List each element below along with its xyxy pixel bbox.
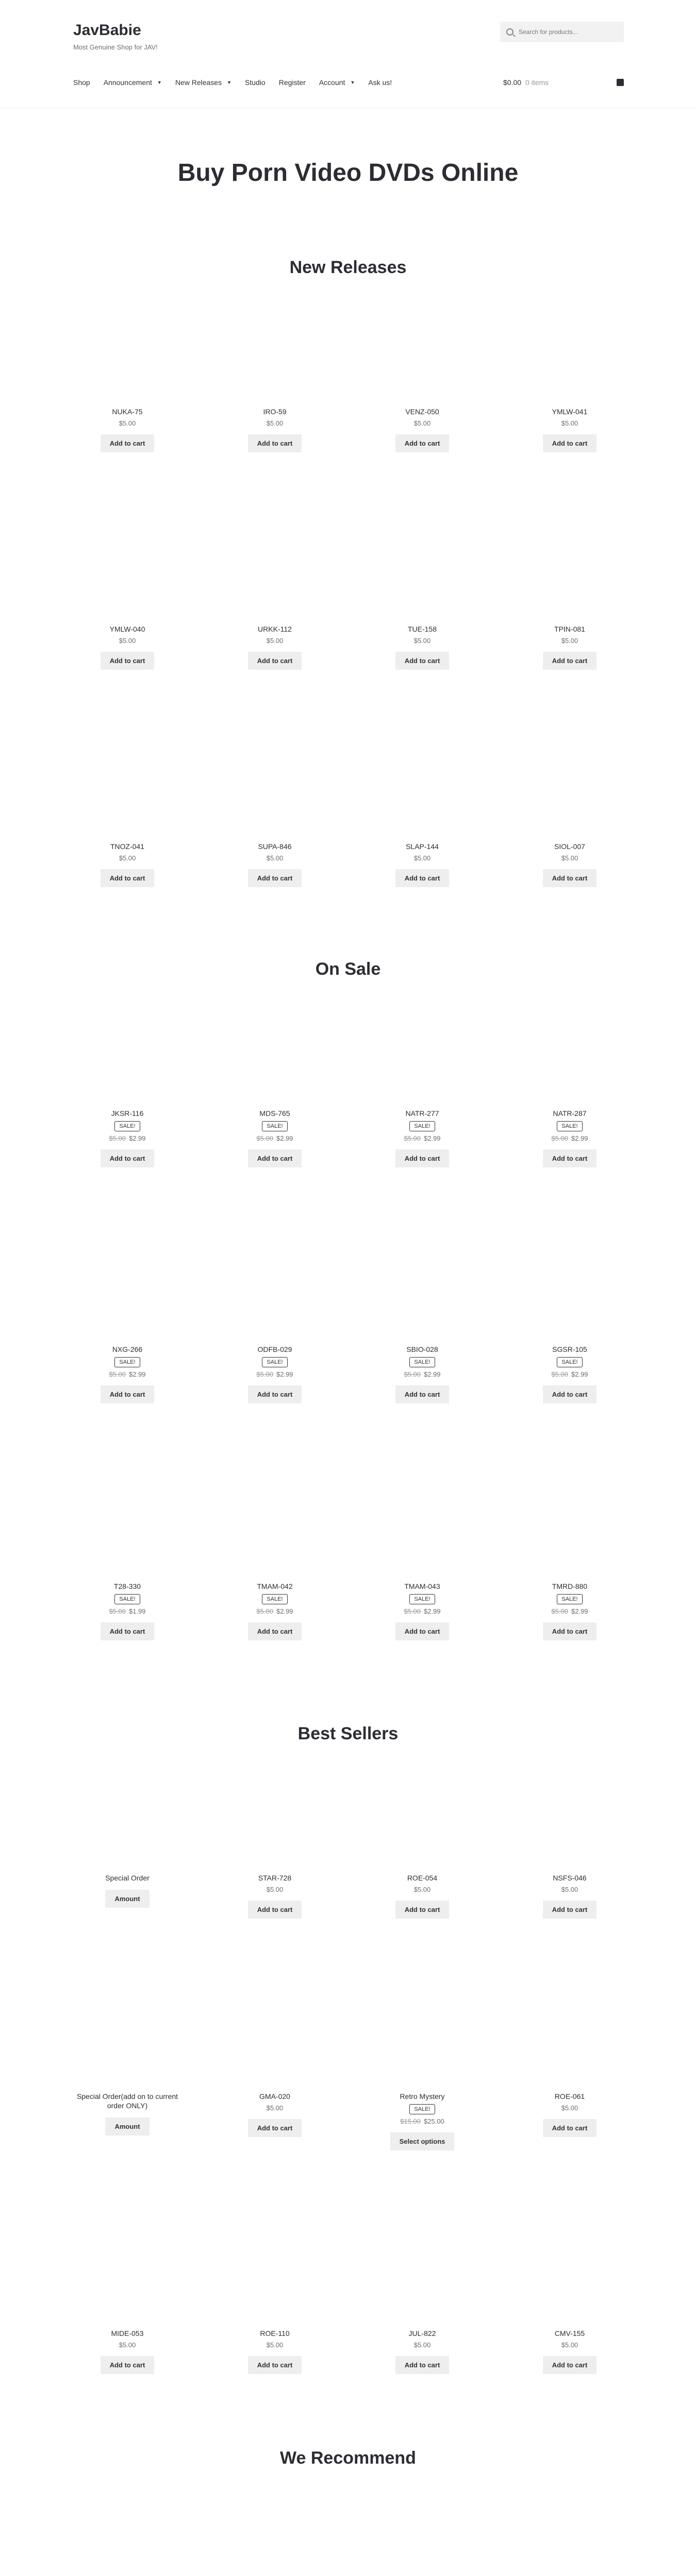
- price-current: $5.00: [413, 1886, 431, 1893]
- sale-badge: SALE!: [557, 1121, 582, 1131]
- add-to-cart-button[interactable]: Add to cart: [248, 1901, 302, 1919]
- product-card[interactable]: [368, 1484, 476, 1640]
- add-to-cart-button[interactable]: Add to cart: [395, 869, 450, 887]
- product-image[interactable]: [221, 1775, 329, 1873]
- product-card[interactable]: [221, 1247, 329, 1403]
- product-price: [221, 2104, 329, 2112]
- product-price: [221, 1886, 329, 1893]
- product-name[interactable]: VENZ-050: [405, 408, 439, 416]
- price-original: $5.00: [109, 1370, 126, 1378]
- section-title-we-recommend: We Recommend: [280, 2448, 416, 2468]
- sale-badge: SALE!: [262, 1121, 287, 1131]
- add-to-cart-button[interactable]: Add to cart: [101, 652, 155, 670]
- product-card[interactable]: [73, 744, 181, 887]
- brand: [73, 22, 158, 51]
- product-price: [221, 419, 329, 427]
- product-card[interactable]: [221, 1011, 329, 1167]
- sale-badge: SALE!: [262, 1594, 287, 1604]
- product-price: [368, 637, 476, 645]
- price-current: $5.00: [266, 2104, 284, 2112]
- product-name[interactable]: JKSR-116: [111, 1109, 144, 1117]
- product-image[interactable]: [368, 2231, 476, 2329]
- site-tagline: Most Genuine Shop for JAV!: [73, 43, 158, 51]
- product-image[interactable]: [368, 527, 476, 624]
- price-current: $25.00: [424, 2117, 444, 2125]
- search-box: [500, 22, 624, 42]
- add-to-cart-button[interactable]: Add to cart: [543, 1149, 597, 1167]
- product-card[interactable]: [368, 2231, 476, 2374]
- product-card[interactable]: [516, 309, 624, 452]
- product-price: [368, 1370, 476, 1378]
- product-name[interactable]: GMA-020: [259, 2092, 290, 2100]
- product-name[interactable]: SIOL-007: [554, 842, 585, 851]
- add-to-cart-button[interactable]: Add to cart: [101, 869, 155, 887]
- nav-shop[interactable]: [73, 78, 90, 87]
- add-to-cart-button[interactable]: Add to cart: [543, 869, 597, 887]
- product-card[interactable]: [516, 1247, 624, 1403]
- nav-register[interactable]: [279, 78, 306, 87]
- nav-new-releases-label: New Releases: [175, 78, 222, 87]
- price-current: $1.99: [129, 1607, 146, 1615]
- sale-badge: SALE!: [557, 1357, 582, 1367]
- cart-amount: $0.00: [503, 78, 522, 87]
- product-card[interactable]: [73, 1484, 181, 1640]
- product-card[interactable]: [221, 2500, 329, 2576]
- price-original: $5.00: [109, 1134, 126, 1142]
- product-image[interactable]: [516, 1247, 624, 1345]
- product-name[interactable]: NSFS-046: [553, 1874, 587, 1882]
- product-image[interactable]: [73, 1011, 181, 1109]
- add-to-cart-button[interactable]: Add to cart: [101, 2356, 155, 2374]
- product-name[interactable]: Special Order: [105, 1874, 150, 1882]
- product-image[interactable]: [368, 309, 476, 407]
- nav-shop-label: Shop: [73, 78, 90, 87]
- sale-badge: SALE!: [409, 2104, 435, 2114]
- product-card[interactable]: [221, 527, 329, 670]
- product-image[interactable]: [73, 1247, 181, 1345]
- search-input[interactable]: [519, 28, 617, 36]
- product-card[interactable]: [368, 1994, 476, 2150]
- price-current: $5.00: [413, 637, 431, 645]
- product-price: [221, 2341, 329, 2349]
- product-image[interactable]: [73, 309, 181, 407]
- price-original: $5.00: [551, 1370, 568, 1378]
- section-title-on-sale: On Sale: [315, 959, 381, 979]
- add-to-cart-button[interactable]: Add to cart: [248, 869, 302, 887]
- product-name[interactable]: TMAM-042: [257, 1582, 293, 1590]
- product-name[interactable]: T28-330: [113, 1582, 141, 1590]
- product-image[interactable]: [73, 527, 181, 624]
- sale-badge: SALE!: [114, 1357, 140, 1367]
- nav-account[interactable]: [319, 78, 355, 87]
- product-card[interactable]: [221, 1484, 329, 1640]
- add-to-cart-button[interactable]: Add to cart: [395, 1149, 450, 1167]
- cart-count: 0 items: [525, 78, 549, 87]
- product-name[interactable]: TMRD-880: [552, 1582, 588, 1590]
- price-current: $5.00: [266, 637, 284, 645]
- price-current: $2.99: [276, 1607, 293, 1615]
- price-current: $5.00: [561, 637, 578, 645]
- price-current: $5.00: [119, 419, 136, 427]
- product-image[interactable]: [516, 2500, 624, 2576]
- add-to-cart-button[interactable]: Add to cart: [248, 652, 302, 670]
- section-title-best-sellers: Best Sellers: [297, 1724, 399, 1743]
- sale-badge: SALE!: [409, 1121, 435, 1131]
- product-price: [221, 637, 329, 645]
- product-price: [516, 1607, 624, 1615]
- product-card[interactable]: [73, 2231, 181, 2374]
- product-name[interactable]: ROE-110: [260, 2329, 290, 2337]
- add-to-cart-button[interactable]: Add to cart: [543, 434, 597, 452]
- sale-badge: SALE!: [409, 1357, 435, 1367]
- add-to-cart-button[interactable]: Add to cart: [248, 434, 302, 452]
- product-card[interactable]: [73, 1775, 181, 1908]
- price-current: $2.99: [571, 1134, 588, 1142]
- price-current: $2.99: [276, 1134, 293, 1142]
- product-image[interactable]: [73, 2231, 181, 2329]
- product-price: [73, 1370, 181, 1378]
- product-card[interactable]: [368, 1775, 476, 1919]
- product-name[interactable]: SUPA-846: [258, 842, 292, 851]
- product-image[interactable]: [221, 2500, 329, 2576]
- product-card[interactable]: [73, 1247, 181, 1403]
- product-image[interactable]: [221, 527, 329, 624]
- add-to-cart-button[interactable]: Add to cart: [543, 1622, 597, 1640]
- product-image[interactable]: [368, 1484, 476, 1582]
- product-card[interactable]: [221, 1775, 329, 1919]
- product-price: [516, 1370, 624, 1378]
- price-current: $5.00: [561, 2341, 578, 2349]
- nav-studio[interactable]: [245, 78, 266, 87]
- product-card[interactable]: [73, 1011, 181, 1167]
- product-name[interactable]: SLAP-144: [406, 842, 439, 851]
- price-original: $5.00: [109, 1607, 126, 1615]
- product-image[interactable]: [73, 1994, 181, 2092]
- add-to-cart-button[interactable]: Add to cart: [395, 434, 450, 452]
- price-current: $5.00: [561, 1886, 578, 1893]
- product-image[interactable]: [516, 1775, 624, 1873]
- product-image[interactable]: [516, 309, 624, 407]
- price-current: $2.99: [129, 1134, 146, 1142]
- product-card[interactable]: [516, 1775, 624, 1919]
- product-card[interactable]: [516, 2500, 624, 2576]
- nav-ask-us-label: Ask us!: [368, 78, 392, 87]
- chevron-down-icon: ▼: [157, 80, 162, 85]
- product-image[interactable]: [221, 1994, 329, 2092]
- product-image[interactable]: [73, 1775, 181, 1873]
- product-name[interactable]: NUKA-75: [112, 408, 143, 416]
- price-current: $5.00: [266, 2341, 284, 2349]
- add-to-cart-button[interactable]: Add to cart: [395, 1622, 450, 1640]
- price-current: $5.00: [561, 2104, 578, 2112]
- site-header: [0, 0, 696, 108]
- product-name[interactable]: MIDE-053: [111, 2329, 144, 2337]
- product-price: [221, 854, 329, 862]
- product-name[interactable]: TUE-158: [407, 625, 437, 633]
- product-name[interactable]: NATR-287: [553, 1109, 587, 1117]
- product-image[interactable]: [516, 1994, 624, 2092]
- product-card[interactable]: [73, 527, 181, 670]
- product-card[interactable]: [516, 744, 624, 887]
- product-card[interactable]: [368, 2500, 476, 2576]
- price-current: $2.99: [424, 1607, 441, 1615]
- add-to-cart-button[interactable]: Add to cart: [395, 1901, 450, 1919]
- price-current: $5.00: [413, 419, 431, 427]
- product-name[interactable]: Special Order(add on to current order ONLY): [76, 2092, 178, 2110]
- price-original: $5.00: [551, 1134, 568, 1142]
- add-to-cart-button[interactable]: Add to cart: [543, 652, 597, 670]
- product-image[interactable]: [368, 1011, 476, 1109]
- product-image[interactable]: [221, 309, 329, 407]
- product-name[interactable]: NATR-277: [405, 1109, 439, 1117]
- product-name[interactable]: ROE-054: [407, 1874, 438, 1882]
- price-current: $5.00: [266, 854, 284, 862]
- product-name[interactable]: TPIN-081: [554, 625, 585, 633]
- page-title: Buy Porn Video DVDs Online: [177, 159, 519, 187]
- product-price: [73, 637, 181, 645]
- site-title[interactable]: JavBabie: [73, 22, 141, 39]
- product-card[interactable]: [516, 1994, 624, 2137]
- chevron-down-icon: ▼: [227, 80, 231, 85]
- nav-account-label: Account: [319, 78, 345, 87]
- product-price: [368, 1607, 476, 1615]
- product-image[interactable]: [516, 744, 624, 842]
- price-current: $5.00: [119, 637, 136, 645]
- price-current: $2.99: [424, 1134, 441, 1142]
- product-price: [368, 854, 476, 862]
- add-to-cart-button[interactable]: Add to cart: [543, 2356, 597, 2374]
- price-current: $2.99: [276, 1370, 293, 1378]
- product-price: [368, 2117, 476, 2125]
- product-image[interactable]: [368, 1994, 476, 2092]
- product-card[interactable]: [73, 309, 181, 452]
- price-current: $5.00: [413, 854, 431, 862]
- add-to-cart-button[interactable]: Add to cart: [248, 1149, 302, 1167]
- product-image[interactable]: [516, 1011, 624, 1109]
- product-price: [516, 2341, 624, 2349]
- add-to-cart-button[interactable]: Amount: [105, 1890, 149, 1908]
- product-name[interactable]: JUL-822: [408, 2329, 436, 2337]
- cart-bag-icon: [617, 79, 624, 86]
- add-to-cart-button[interactable]: Add to cart: [395, 652, 450, 670]
- product-image[interactable]: [73, 2500, 181, 2576]
- price-original: $5.00: [551, 1607, 568, 1615]
- price-current: $5.00: [561, 854, 578, 862]
- product-name[interactable]: ODFB-029: [257, 1345, 292, 1353]
- product-name[interactable]: MDS-765: [259, 1109, 290, 1117]
- product-image[interactable]: [368, 1775, 476, 1873]
- product-card[interactable]: [221, 309, 329, 452]
- add-to-cart-button[interactable]: Add to cart: [395, 2356, 450, 2374]
- nav-announcement-label: Announcement: [103, 78, 152, 87]
- add-to-cart-button[interactable]: Add to cart: [543, 1385, 597, 1403]
- product-price: [368, 2341, 476, 2349]
- section-title-new-releases: New Releases: [289, 258, 407, 277]
- product-card[interactable]: [516, 527, 624, 670]
- product-card[interactable]: [368, 1011, 476, 1167]
- price-original: $15.00: [400, 2117, 421, 2125]
- sale-badge: SALE!: [409, 1594, 435, 1604]
- add-to-cart-button[interactable]: Add to cart: [101, 1622, 155, 1640]
- product-image[interactable]: [516, 2231, 624, 2329]
- product-price: [73, 854, 181, 862]
- nav-register-label: Register: [278, 78, 306, 87]
- product-image[interactable]: [221, 744, 329, 842]
- price-current: $5.00: [561, 419, 578, 427]
- product-card[interactable]: [368, 744, 476, 887]
- price-original: $5.00: [256, 1370, 273, 1378]
- nav-ask-us[interactable]: [368, 78, 392, 87]
- nav-studio-label: Studio: [245, 78, 266, 87]
- product-card[interactable]: [368, 1247, 476, 1403]
- product-name[interactable]: YMLW-040: [109, 625, 145, 633]
- product-name[interactable]: TMAM-043: [404, 1582, 440, 1590]
- product-image[interactable]: [368, 2500, 476, 2576]
- product-card[interactable]: [368, 309, 476, 452]
- add-to-cart-button[interactable]: Add to cart: [248, 1622, 302, 1640]
- product-price: [516, 1886, 624, 1893]
- add-to-cart-button[interactable]: Add to cart: [395, 1385, 450, 1403]
- nav-new-releases[interactable]: [175, 78, 231, 87]
- add-to-cart-button[interactable]: Select options: [390, 2132, 455, 2150]
- product-price: [516, 419, 624, 427]
- product-image[interactable]: [221, 1484, 329, 1582]
- product-name[interactable]: CMV-155: [554, 2329, 585, 2337]
- product-name[interactable]: SBIO-028: [406, 1345, 438, 1353]
- product-name[interactable]: STAR-728: [258, 1874, 292, 1882]
- primary-nav: [73, 78, 405, 87]
- product-image[interactable]: [221, 1011, 329, 1109]
- product-price: [516, 2104, 624, 2112]
- sale-badge: SALE!: [114, 1121, 140, 1131]
- sale-badge: SALE!: [557, 1594, 582, 1604]
- price-current: $5.00: [266, 1886, 284, 1893]
- add-to-cart-button[interactable]: Add to cart: [101, 1385, 155, 1403]
- product-card[interactable]: [368, 527, 476, 670]
- add-to-cart-button[interactable]: Add to cart: [543, 2119, 597, 2137]
- product-price: [73, 419, 181, 427]
- add-to-cart-button[interactable]: Add to cart: [101, 434, 155, 452]
- product-card[interactable]: [516, 2231, 624, 2374]
- product-image[interactable]: [73, 1484, 181, 1582]
- price-original: $5.00: [404, 1607, 421, 1615]
- product-name[interactable]: TNOZ-041: [110, 842, 145, 851]
- header-cart[interactable]: [503, 78, 624, 87]
- price-current: $5.00: [413, 2341, 431, 2349]
- price-current: $2.99: [424, 1370, 441, 1378]
- chevron-down-icon: ▼: [350, 80, 355, 85]
- product-price: [221, 1370, 329, 1378]
- price-original: $5.00: [256, 1607, 273, 1615]
- product-price: [516, 854, 624, 862]
- price-current: $5.00: [119, 854, 136, 862]
- product-image[interactable]: [368, 744, 476, 842]
- product-card[interactable]: [516, 1011, 624, 1167]
- product-image[interactable]: [516, 1484, 624, 1582]
- product-price: [221, 1134, 329, 1142]
- sale-badge: SALE!: [262, 1357, 287, 1367]
- product-name[interactable]: Retro Mystery: [400, 2092, 445, 2100]
- add-to-cart-button[interactable]: Add to cart: [248, 2119, 302, 2137]
- price-current: $2.99: [571, 1370, 588, 1378]
- product-price: [368, 1134, 476, 1142]
- price-current: $5.00: [266, 419, 284, 427]
- add-to-cart-button[interactable]: Add to cart: [543, 1901, 597, 1919]
- price-current: $2.99: [129, 1370, 146, 1378]
- product-price: [368, 1886, 476, 1893]
- product-image[interactable]: [73, 744, 181, 842]
- product-price: [516, 637, 624, 645]
- product-name[interactable]: NXG-266: [112, 1345, 143, 1353]
- product-image[interactable]: [221, 1247, 329, 1345]
- sale-badge: SALE!: [114, 1594, 140, 1604]
- price-current: $2.99: [571, 1607, 588, 1615]
- nav-announcement[interactable]: [104, 78, 162, 87]
- product-price: [368, 419, 476, 427]
- add-to-cart-button[interactable]: Add to cart: [248, 1385, 302, 1403]
- product-name[interactable]: URKK-112: [258, 625, 292, 633]
- add-to-cart-button[interactable]: Add to cart: [101, 1149, 155, 1167]
- search-icon: [506, 28, 513, 36]
- product-card[interactable]: [221, 1994, 329, 2137]
- product-image[interactable]: [221, 2231, 329, 2329]
- product-name[interactable]: IRO-59: [263, 408, 287, 416]
- add-to-cart-button[interactable]: Add to cart: [248, 2356, 302, 2374]
- product-price: [73, 2341, 181, 2349]
- product-price: [73, 1134, 181, 1142]
- product-name[interactable]: YMLW-041: [552, 408, 588, 416]
- product-price: [516, 1134, 624, 1142]
- product-name[interactable]: ROE-061: [554, 2092, 585, 2100]
- price-original: $5.00: [404, 1370, 421, 1378]
- price-current: $5.00: [119, 2341, 136, 2349]
- product-price: [73, 1607, 181, 1615]
- product-image[interactable]: [368, 1247, 476, 1345]
- add-to-cart-button[interactable]: Amount: [105, 2117, 149, 2136]
- product-name[interactable]: SGSR-105: [552, 1345, 587, 1353]
- product-card[interactable]: [73, 2500, 181, 2576]
- product-card[interactable]: [221, 2231, 329, 2374]
- price-original: $5.00: [256, 1134, 273, 1142]
- price-original: $5.00: [404, 1134, 421, 1142]
- product-card[interactable]: [516, 1484, 624, 1640]
- product-image[interactable]: [516, 527, 624, 624]
- product-price: [221, 1607, 329, 1615]
- product-card[interactable]: [73, 1994, 181, 2136]
- product-card[interactable]: [221, 744, 329, 887]
